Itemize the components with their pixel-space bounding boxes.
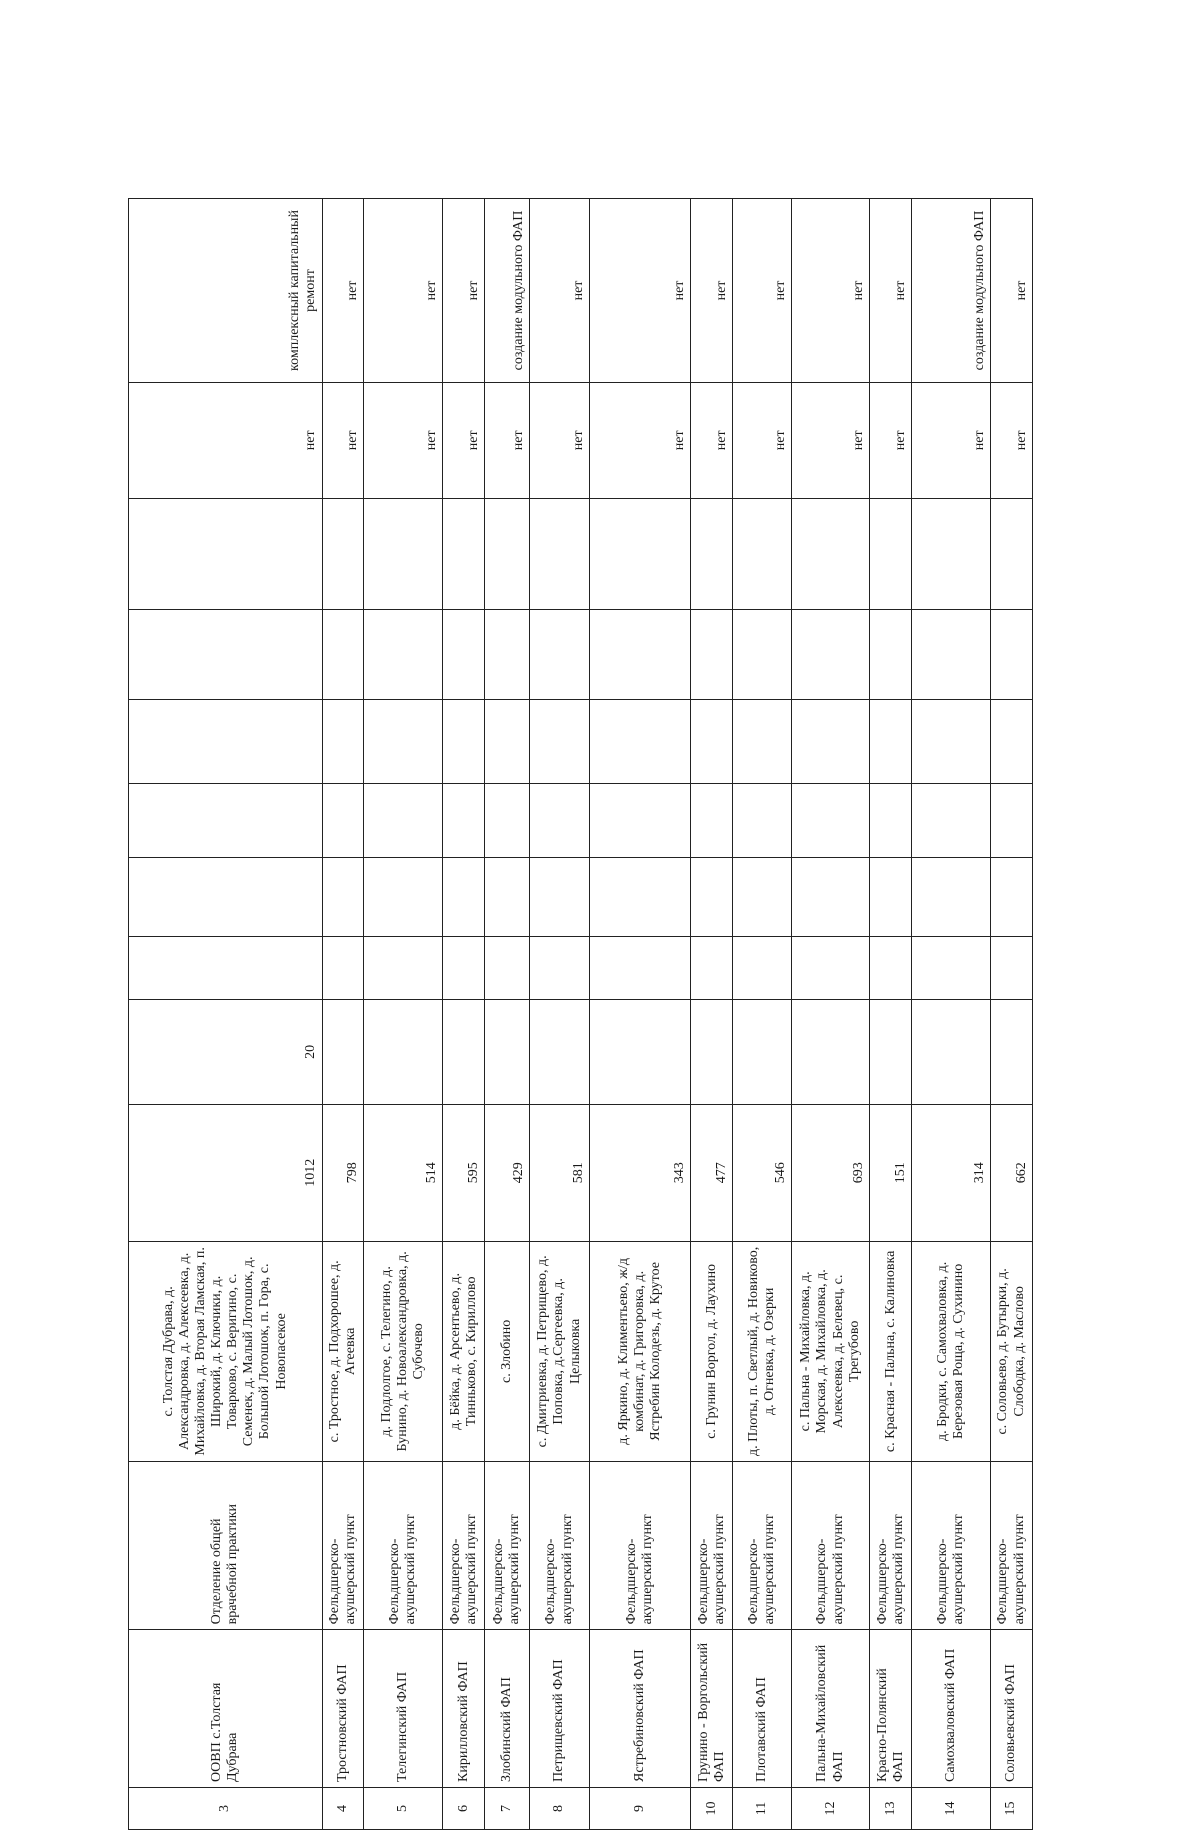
- staff-cell: [991, 999, 1033, 1104]
- population-cell: 595: [443, 1104, 485, 1241]
- empty-cell: [322, 857, 364, 936]
- empty-cell: [530, 857, 590, 936]
- row-number: 11: [733, 1787, 792, 1829]
- facility-name: Красно-Полянский ФАП: [870, 1630, 912, 1788]
- empty-cell: [322, 936, 364, 999]
- row-number: 13: [870, 1787, 912, 1829]
- empty-cell: [870, 609, 912, 699]
- empty-cell: [791, 857, 870, 936]
- action-cell: нет: [691, 199, 733, 383]
- status-cell: нет: [322, 382, 364, 498]
- status-cell: нет: [129, 382, 323, 498]
- empty-cell: [991, 700, 1033, 784]
- empty-cell: [485, 609, 530, 699]
- facility-type: Фельдшерско-акушерский пункт: [791, 1462, 870, 1630]
- table-row: [485, 199, 530, 1830]
- table-row: [912, 199, 991, 1830]
- table-row: [733, 199, 792, 1830]
- staff-cell: [590, 999, 691, 1104]
- served-settlements: с. Тростное, д. Подхорошее, д. Агеевка: [322, 1241, 364, 1462]
- empty-cell: [733, 784, 792, 858]
- facility-type: Фельдшерско-акушерский пункт: [991, 1462, 1033, 1630]
- action-cell: нет: [443, 199, 485, 383]
- status-cell: нет: [870, 382, 912, 498]
- empty-cell: [991, 857, 1033, 936]
- rotated-table-sheet: [128, 198, 1033, 1830]
- action-cell: нет: [364, 199, 443, 383]
- status-cell: нет: [364, 382, 443, 498]
- empty-cell: [590, 498, 691, 609]
- empty-cell: [530, 498, 590, 609]
- empty-cell: [991, 498, 1033, 609]
- empty-cell: [991, 784, 1033, 858]
- row-number: 9: [590, 1787, 691, 1829]
- facility-name: Соловьевский ФАП: [991, 1630, 1033, 1788]
- population-cell: 662: [991, 1104, 1033, 1241]
- table-row: [443, 199, 485, 1830]
- table-row: [590, 199, 691, 1830]
- empty-cell: [870, 857, 912, 936]
- empty-cell: [530, 936, 590, 999]
- staff-cell: [733, 999, 792, 1104]
- facility-name: Пальна-Михайловский ФАП: [791, 1630, 870, 1788]
- population-cell: 581: [530, 1104, 590, 1241]
- row-number: 12: [791, 1787, 870, 1829]
- status-cell: нет: [912, 382, 991, 498]
- action-cell: создание модульного ФАП: [485, 199, 530, 383]
- table-row: [991, 199, 1033, 1830]
- status-cell: нет: [991, 382, 1033, 498]
- served-settlements: с. Злобино: [485, 1241, 530, 1462]
- empty-cell: [129, 784, 323, 858]
- empty-cell: [364, 784, 443, 858]
- empty-cell: [322, 498, 364, 609]
- empty-cell: [733, 498, 792, 609]
- empty-cell: [443, 609, 485, 699]
- empty-cell: [590, 784, 691, 858]
- empty-cell: [691, 498, 733, 609]
- facility-name: Телегинский ФАП: [364, 1630, 443, 1788]
- empty-cell: [912, 857, 991, 936]
- empty-cell: [129, 700, 323, 784]
- empty-cell: [530, 609, 590, 699]
- empty-cell: [912, 498, 991, 609]
- empty-cell: [870, 936, 912, 999]
- facility-type: Фельдшерско-акушерский пункт: [322, 1462, 364, 1630]
- table-row: [791, 199, 870, 1830]
- row-number: 3: [129, 1787, 323, 1829]
- population-cell: 343: [590, 1104, 691, 1241]
- population-cell: 546: [733, 1104, 792, 1241]
- staff-cell: [691, 999, 733, 1104]
- facility-name: Кирилловский ФАП: [443, 1630, 485, 1788]
- empty-cell: [590, 857, 691, 936]
- empty-cell: [791, 609, 870, 699]
- staff-cell: [322, 999, 364, 1104]
- empty-cell: [912, 700, 991, 784]
- status-cell: нет: [733, 382, 792, 498]
- empty-cell: [322, 609, 364, 699]
- population-cell: 1012: [129, 1104, 323, 1241]
- facility-name: Петрищевский ФАП: [530, 1630, 590, 1788]
- facility-name: ООВП с.Толстая Дубрава: [129, 1630, 323, 1788]
- empty-cell: [912, 609, 991, 699]
- facility-type: Фельдшерско-акушерский пункт: [530, 1462, 590, 1630]
- population-cell: 477: [691, 1104, 733, 1241]
- population-cell: 429: [485, 1104, 530, 1241]
- row-number: 14: [912, 1787, 991, 1829]
- staff-cell: [791, 999, 870, 1104]
- status-cell: нет: [443, 382, 485, 498]
- status-cell: нет: [485, 382, 530, 498]
- facilities-table: [128, 198, 1033, 1830]
- empty-cell: [791, 784, 870, 858]
- status-cell: нет: [791, 382, 870, 498]
- served-settlements: с. Красная - Пальна, с. Калиновка: [870, 1241, 912, 1462]
- empty-cell: [364, 700, 443, 784]
- row-number: 10: [691, 1787, 733, 1829]
- facility-type: Фельдшерско-акушерский пункт: [733, 1462, 792, 1630]
- empty-cell: [590, 609, 691, 699]
- empty-cell: [322, 784, 364, 858]
- empty-cell: [791, 498, 870, 609]
- empty-cell: [485, 936, 530, 999]
- empty-cell: [870, 498, 912, 609]
- empty-cell: [870, 784, 912, 858]
- empty-cell: [791, 936, 870, 999]
- staff-cell: [443, 999, 485, 1104]
- facility-name: Ястребиновский ФАП: [590, 1630, 691, 1788]
- facility-name: Злобинский ФАП: [485, 1630, 530, 1788]
- empty-cell: [364, 609, 443, 699]
- table-row: [364, 199, 443, 1830]
- served-settlements: с. Грунин Воргол, д. Лаухино: [691, 1241, 733, 1462]
- empty-cell: [791, 700, 870, 784]
- served-settlements: д. Бродки, с. Самохваловка, д. Березовая Роща, д. Сухинино: [912, 1241, 991, 1462]
- empty-cell: [590, 700, 691, 784]
- table-row: [129, 199, 323, 1830]
- empty-cell: [691, 857, 733, 936]
- empty-cell: [364, 498, 443, 609]
- empty-cell: [991, 936, 1033, 999]
- row-number: 7: [485, 1787, 530, 1829]
- empty-cell: [129, 498, 323, 609]
- staff-cell: [870, 999, 912, 1104]
- facility-type: Отделение общей врачебной практики: [129, 1462, 323, 1630]
- empty-cell: [691, 936, 733, 999]
- table-row: [691, 199, 733, 1830]
- empty-cell: [691, 609, 733, 699]
- empty-cell: [733, 609, 792, 699]
- status-cell: нет: [530, 382, 590, 498]
- served-settlements: с. Дмитриевка, д. Петрищево, д. Поповка, д.Сергеевка, д. Целыковка: [530, 1241, 590, 1462]
- empty-cell: [733, 700, 792, 784]
- empty-cell: [530, 700, 590, 784]
- empty-cell: [733, 936, 792, 999]
- empty-cell: [590, 936, 691, 999]
- action-cell: комплексный капитальный ремонт: [129, 199, 323, 383]
- row-number: 15: [991, 1787, 1033, 1829]
- empty-cell: [691, 700, 733, 784]
- table-row: [530, 199, 590, 1830]
- facility-type: Фельдшерско-акушерский пункт: [485, 1462, 530, 1630]
- empty-cell: [485, 784, 530, 858]
- empty-cell: [485, 498, 530, 609]
- empty-cell: [912, 936, 991, 999]
- empty-cell: [129, 609, 323, 699]
- empty-cell: [443, 498, 485, 609]
- empty-cell: [364, 936, 443, 999]
- facility-name: Плотавский ФАП: [733, 1630, 792, 1788]
- staff-cell: [530, 999, 590, 1104]
- table-body: [129, 199, 1033, 1830]
- served-settlements: с. Соловьево, д. Бутырки, д. Слободка, д. Маслово: [991, 1241, 1033, 1462]
- status-cell: нет: [590, 382, 691, 498]
- facility-type: Фельдшерско-акушерский пункт: [590, 1462, 691, 1630]
- empty-cell: [443, 784, 485, 858]
- population-cell: 798: [322, 1104, 364, 1241]
- action-cell: нет: [791, 199, 870, 383]
- staff-cell: [485, 999, 530, 1104]
- action-cell: нет: [530, 199, 590, 383]
- empty-cell: [485, 700, 530, 784]
- staff-cell: 20: [129, 999, 323, 1104]
- action-cell: нет: [991, 199, 1033, 383]
- empty-cell: [485, 857, 530, 936]
- staff-cell: [912, 999, 991, 1104]
- empty-cell: [912, 784, 991, 858]
- served-settlements: д. Плоты, п. Светлый, д. Новиково, д. Огневка, д. Озерки: [733, 1241, 792, 1462]
- empty-cell: [733, 857, 792, 936]
- facility-name: Грунино - Воргольский ФАП: [691, 1630, 733, 1788]
- table-row: [870, 199, 912, 1830]
- facility-type: Фельдшерско-акушерский пункт: [912, 1462, 991, 1630]
- status-cell: нет: [691, 382, 733, 498]
- empty-cell: [129, 936, 323, 999]
- empty-cell: [691, 784, 733, 858]
- empty-cell: [129, 857, 323, 936]
- empty-cell: [443, 936, 485, 999]
- facility-type: Фельдшерско-акушерский пункт: [364, 1462, 443, 1630]
- served-settlements: с. Пальна - Михайловка, д. Морская, д. Михайловка, д. Алексеевка, д. Белевец, с. Трегубово: [791, 1241, 870, 1462]
- facility-type: Фельдшерско-акушерский пункт: [691, 1462, 733, 1630]
- population-cell: 314: [912, 1104, 991, 1241]
- empty-cell: [991, 609, 1033, 699]
- table-row: [322, 199, 364, 1830]
- facility-name: Самохваловский ФАП: [912, 1630, 991, 1788]
- row-number: 8: [530, 1787, 590, 1829]
- empty-cell: [322, 700, 364, 784]
- population-cell: 693: [791, 1104, 870, 1241]
- action-cell: нет: [590, 199, 691, 383]
- served-settlements: с. Толстая Дубрава, д. Александровка, д. Алексеевка, д. Михайловка, д. Вторая Ламская, п. Широкий, д. Ключики, д. Товарково, с. Веригино, с. Семенек, д. Малый Лотошок, д. Большой Лотошок, п. Гора, с. Новопасекое: [129, 1241, 323, 1462]
- empty-cell: [530, 784, 590, 858]
- population-cell: 151: [870, 1104, 912, 1241]
- facility-name: Тростновский ФАП: [322, 1630, 364, 1788]
- empty-cell: [870, 700, 912, 784]
- row-number: 4: [322, 1787, 364, 1829]
- action-cell: создание модульного ФАП: [912, 199, 991, 383]
- action-cell: нет: [870, 199, 912, 383]
- empty-cell: [443, 857, 485, 936]
- staff-cell: [364, 999, 443, 1104]
- population-cell: 514: [364, 1104, 443, 1241]
- facility-type: Фельдшерско-акушерский пункт: [443, 1462, 485, 1630]
- action-cell: нет: [733, 199, 792, 383]
- served-settlements: д. Яркино, д. Климентьево, ж/д комбинат, д. Григоровка, д. Ястребин Колодезь, д. Крутое: [590, 1241, 691, 1462]
- facility-type: Фельдшерско-акушерский пункт: [870, 1462, 912, 1630]
- row-number: 6: [443, 1787, 485, 1829]
- served-settlements: д. Бёйка, д. Арсентьево, д. Тинньково, с. Кириллово: [443, 1241, 485, 1462]
- action-cell: нет: [322, 199, 364, 383]
- empty-cell: [443, 700, 485, 784]
- empty-cell: [364, 857, 443, 936]
- row-number: 5: [364, 1787, 443, 1829]
- served-settlements: д. Подлолгое, с. Телегино, д. Бунино, д. Новоалександровка, д. Субочево: [364, 1241, 443, 1462]
